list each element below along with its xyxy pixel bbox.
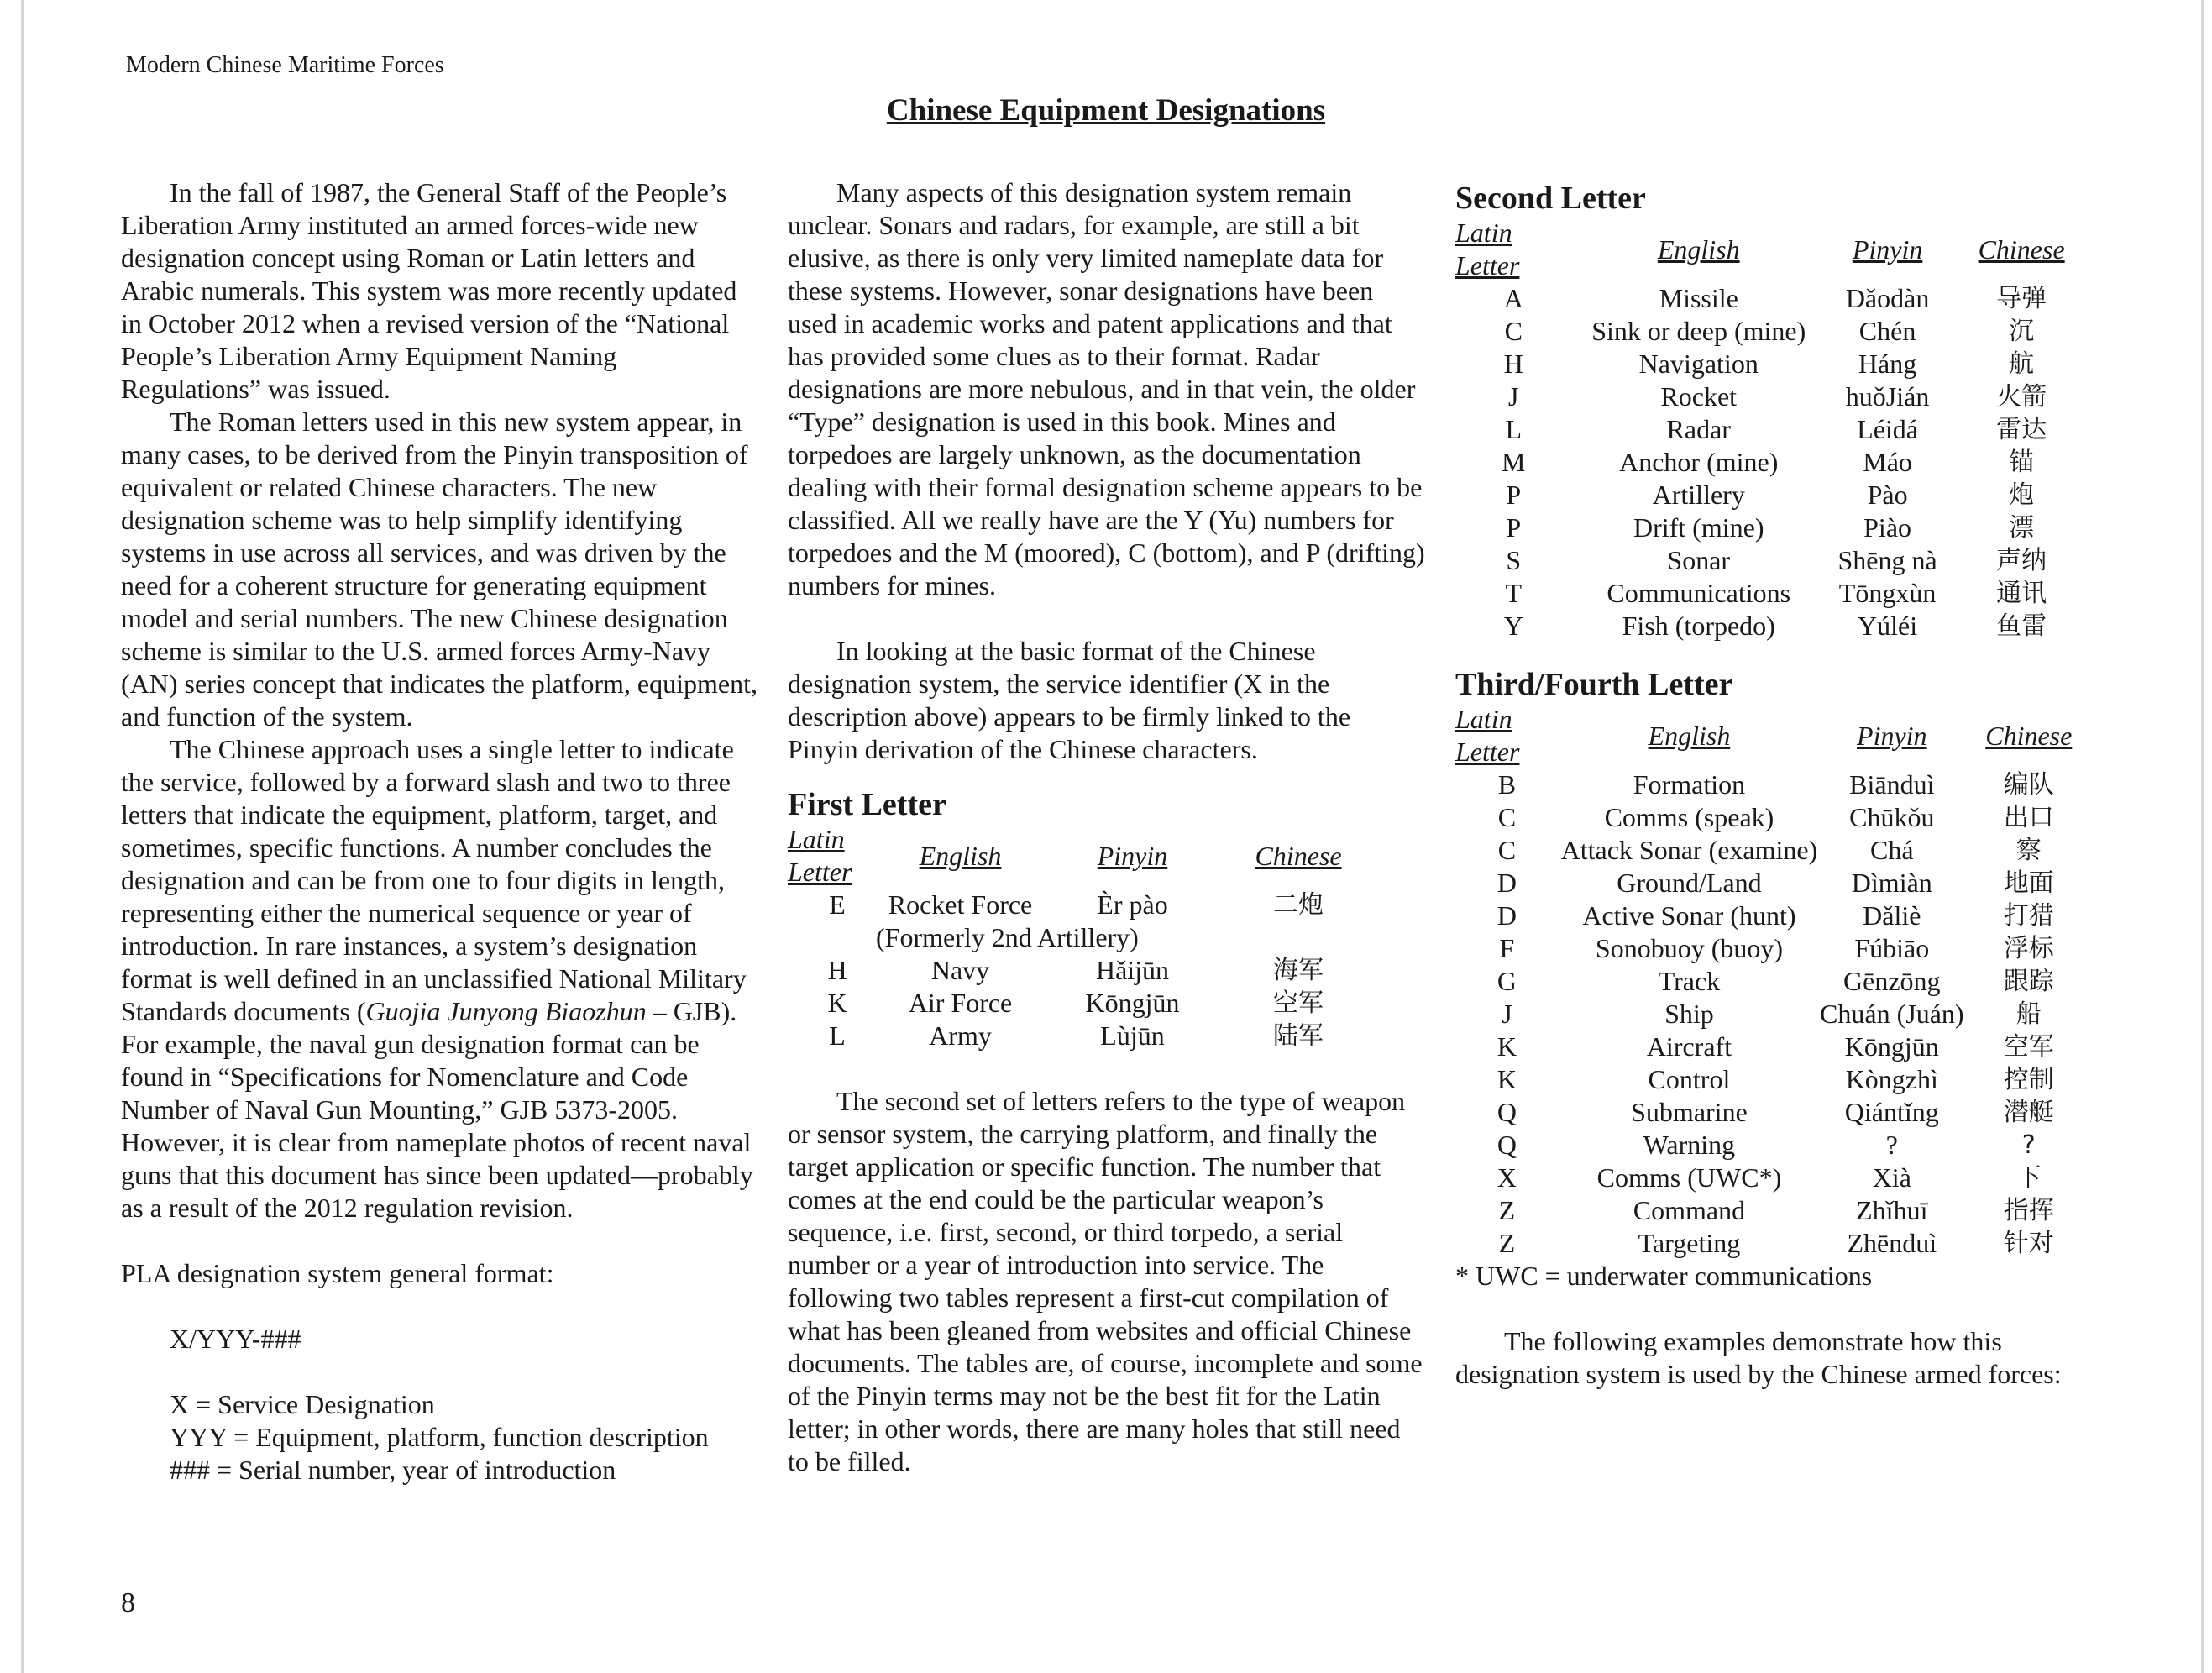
english-cell: Fish (torpedo) [1622, 611, 1775, 641]
pinyin-cell: Shēng nà [1837, 545, 1937, 575]
latin-letter-cell: H [1503, 349, 1523, 379]
pinyin-cell: Chén [1858, 316, 1916, 346]
column-header: Chinese [1978, 233, 2065, 265]
pinyin-cell: Máo [1863, 447, 1912, 477]
english-cell: Formation [1633, 769, 1746, 800]
table-row [1455, 380, 2094, 413]
table-row [1455, 315, 2094, 348]
pinyin-cell: Yúléi [1858, 611, 1918, 641]
pinyin-cell: Kōngjūn [1844, 1031, 1939, 1062]
table-row [1455, 413, 2094, 446]
table-row [1455, 544, 2094, 577]
english-cell: Sink or deep (mine) [1591, 316, 1806, 346]
latin-letter-cell: J [1502, 999, 1512, 1029]
column-header: English [1648, 720, 1731, 751]
table-row [1455, 1031, 2094, 1063]
latin-letter-cell: Q [1497, 1097, 1517, 1127]
chinese-cell: 空军 [1273, 989, 1324, 1018]
column-header: Pinyin [1097, 840, 1168, 871]
english-cell: Control [1648, 1064, 1731, 1094]
latin-letter-cell: C [1497, 835, 1517, 865]
table-row [1455, 610, 2094, 642]
paragraph: Many aspects of this designation system remain unclear. Sonars and radars, for example, are still a bit elusive, as there is only very limited nameplate data for these systems. However, sonar designations have been used in academic works and patent applications and that has provided some clues as to their format. Radar designations are more nebulous, and in that vein, the older “Type” designation is used in this book. Mines and torpedoes are largely unknown, as the documentation dealing with their formal designation scheme appears to be classified. All we really have are the Y (Yu) numbers for torpedoes and the M (moored), C (bottom), and P (drifting) numbers for mines. [788, 177, 1425, 600]
latin-letter-cell: A [1503, 283, 1523, 313]
latin-letter-cell: F [1499, 933, 1515, 963]
pinyin-cell: Kōngjūn [1085, 988, 1180, 1018]
column-header: Latin Letter [1455, 704, 1520, 767]
table-row [1455, 867, 2094, 899]
second-letter-table [1455, 217, 2094, 642]
latin-letter-cell: P [1506, 480, 1522, 510]
pinyin-cell: ? [1885, 1130, 1898, 1160]
english-cell: Aircraft [1646, 1031, 1732, 1062]
latin-letter-cell: H [827, 955, 847, 985]
paragraph: In looking at the basic format of the Chinese designation system, the service identifier (X in the description above) appears to be firmly linked to the Pinyin derivation of the Chinese characters. [788, 636, 1351, 764]
latin-letter-cell: L [1505, 414, 1523, 444]
english-cell: Command [1633, 1195, 1746, 1225]
chinese-cell: 导弹 [1996, 284, 2047, 313]
english-cell: Attack Sonar (examine) [1560, 835, 1818, 865]
table-row [788, 954, 1365, 987]
latin-letter-cell: K [1497, 1031, 1517, 1062]
page-number: 8 [121, 1587, 135, 1618]
legend-line: ### = Serial number, year of introduction [170, 1455, 616, 1485]
table-row [1455, 1129, 2094, 1162]
column-3 [1455, 176, 2094, 1391]
column-header: Latin Letter [1455, 218, 1520, 281]
pinyin-cell: Biānduì [1849, 769, 1935, 800]
latin-letter-cell: J [1508, 381, 1519, 412]
column-header: English [1657, 233, 1740, 265]
table-row [1455, 801, 2094, 834]
chinese-cell: 空军 [2003, 1032, 2054, 1062]
pinyin-cell: Hǎijūn [1095, 955, 1170, 985]
pinyin-cell: Pào [1867, 480, 1908, 510]
chinese-cell: 二炮 [1273, 890, 1324, 920]
column-2 [788, 176, 1426, 1478]
table-row [1455, 998, 2094, 1031]
chinese-cell: 针对 [2003, 1229, 2054, 1258]
english-cell: Navy [930, 955, 990, 985]
latin-letter-cell: E [829, 889, 846, 920]
table-row [1455, 1194, 2094, 1227]
pinyin-cell: Zhēnduì [1847, 1228, 1937, 1258]
running-head: Modern Chinese Maritime Forces [126, 52, 444, 78]
english-cell: Army [929, 1020, 992, 1051]
table-header-row [1455, 217, 2094, 282]
chinese-cell: 沉 [2009, 317, 2035, 346]
chinese-cell: 声纳 [1996, 546, 2047, 575]
english-cell: Comms (UWC*) [1596, 1162, 1782, 1193]
chinese-cell: 锚 [2009, 448, 2035, 477]
english-cell: Track [1658, 966, 1721, 996]
format-block [121, 1323, 759, 1487]
english-cell: Air Force [908, 988, 1013, 1018]
section-heading: First Letter [788, 787, 946, 822]
pinyin-cell: Kòngzhì [1845, 1064, 1938, 1094]
column-header: Chinese [1255, 840, 1342, 871]
english-cell: Missile [1659, 283, 1738, 313]
english-cell: Ground/Land [1617, 868, 1762, 898]
table-row [1455, 577, 2094, 610]
latin-letter-cell: G [1497, 966, 1517, 996]
chinese-cell: 出口 [2003, 803, 2054, 832]
english-cell: Warning [1643, 1130, 1736, 1160]
paragraph-text: The Chinese approach uses a single letter to indicate the service, followed by a forward slash and two to three letters that indicate the equipment, platform, target, and sometimes, specific functions. A number concludes the designation and can be from one to four digits in length, representing either the numerical sequence or year of introduction. In rare instances, a system’s designation format is well defined in an unclassified National Military Standards documents ( [121, 734, 747, 1026]
table-row [788, 889, 1365, 921]
english-cell: Comms (speak) [1604, 802, 1774, 832]
column-header: Latin Letter [788, 824, 852, 887]
paragraph: The second set of letters refers to the type of weapon or sensor system, the carrying platform, and finally the target application or specific function. The number that comes at the end could be the particular weapon’s sequence, i.e. first, second, or third torpedo, a serial number or a year of introduction into service. The following two tables represent a first-cut compilation of what has been gleaned from websites and official Chinese documents. The tables are, of course, incomplete and some of the Pinyin terms may not be the best fit for the Latin letter; in other words, there are many holes that still need to be filled. [788, 1086, 1423, 1476]
paragraph-text: – GJB). For example, the naval gun designation format can be found in “Specifications for Nomenclature and Code Number of Naval Gun Mounting,” GJB 5373-2005. However, it is clear from nameplate photos of recent naval guns that this document has since been updated—probably as a result of the 2012 regulation revision. [121, 996, 753, 1223]
legend-line: YYY = Equipment, platform, function description [170, 1422, 709, 1452]
latin-letter-cell: S [1506, 545, 1522, 575]
latin-letter-cell: Z [1498, 1195, 1516, 1225]
english-cell: Navigation [1638, 349, 1759, 379]
pinyin-cell: Chūkǒu [1849, 802, 1935, 832]
column-header: Pinyin [1857, 720, 1927, 751]
paragraph: The following examples demonstrate how this designation system is used by the Chinese armed forces: [1455, 1326, 2062, 1389]
table-row [1455, 1227, 2094, 1260]
english-cell: Submarine [1631, 1097, 1748, 1127]
page-title: Chinese Equipment Designations [886, 93, 1326, 128]
row-note: (Formerly 2nd Artillery) [876, 922, 1139, 952]
table-row [788, 921, 1365, 954]
chinese-cell: 海军 [1273, 956, 1324, 985]
latin-letter-cell: Y [1503, 611, 1523, 641]
english-cell: Rocket [1660, 381, 1738, 412]
pinyin-cell: Zhǐhuī [1856, 1195, 1928, 1225]
legend-line: X = Service Designation [170, 1389, 435, 1419]
column-header: English [919, 840, 1002, 871]
table-row [1455, 834, 2094, 867]
chinese-cell: 浮标 [2003, 934, 2054, 963]
paragraph [121, 733, 759, 1225]
english-cell: Communications [1607, 578, 1791, 608]
table-row [1455, 1162, 2094, 1194]
english-cell: Drift (mine) [1633, 512, 1764, 543]
table-row [1455, 768, 2094, 801]
latin-letter-cell: Z [1498, 1228, 1516, 1258]
latin-letter-cell: M [1502, 447, 1526, 477]
table-header-row [788, 823, 1365, 889]
latin-letter-cell: L [829, 1020, 846, 1051]
chinese-cell: 潜艇 [2003, 1098, 2054, 1127]
third-fourth-letter-table [1455, 703, 2094, 1260]
table-row [788, 987, 1365, 1020]
latin-letter-cell: C [1497, 802, 1517, 832]
pinyin-cell: Èr pào [1097, 889, 1168, 920]
section-heading: Third/Fourth Letter [1455, 667, 1733, 702]
table-row [1455, 282, 2094, 315]
latin-letter-cell: P [1506, 512, 1522, 543]
chinese-cell: 地面 [2003, 868, 2054, 898]
chinese-cell: 打猎 [2003, 901, 2054, 931]
pinyin-cell: Dìmiàn [1851, 868, 1932, 898]
english-cell: Sonobuoy (buoy) [1595, 933, 1783, 963]
chinese-cell: 编队 [2003, 770, 2054, 800]
page-left-edge [21, 0, 24, 1673]
chinese-cell: 察 [2015, 836, 2042, 865]
pinyin-cell: Tōngxùn [1838, 578, 1937, 608]
english-cell: Radar [1666, 414, 1731, 444]
pinyin-cell: Chuán (Juán) [1820, 999, 1964, 1029]
format-string: X/YYY-### [170, 1324, 301, 1354]
latin-letter-cell: D [1497, 868, 1517, 898]
table-row [1455, 511, 2094, 544]
chinese-cell: 控制 [2003, 1065, 2054, 1094]
table-row [1455, 1063, 2094, 1096]
pinyin-cell: Háng [1858, 349, 1917, 379]
chinese-cell: 鱼雷 [1996, 611, 2047, 641]
latin-letter-cell: X [1497, 1162, 1517, 1193]
latin-letter-cell: Q [1497, 1130, 1517, 1160]
table-row [1455, 1096, 2094, 1129]
latin-letter-cell: C [1504, 316, 1523, 346]
table-header-row [1455, 703, 2094, 768]
column-header: Pinyin [1852, 233, 1923, 265]
chinese-cell: 跟踪 [2003, 967, 2054, 996]
table-row [1455, 899, 2094, 932]
latin-letter-cell: B [1497, 769, 1517, 800]
pinyin-cell: Chá [1870, 835, 1914, 865]
pinyin-cell: Lùjūn [1100, 1020, 1165, 1051]
column-1 [121, 176, 759, 1487]
pinyin-cell: Léidá [1857, 414, 1918, 444]
latin-letter-cell: D [1497, 900, 1517, 931]
footnote: * UWC = underwater communications [1455, 1261, 1873, 1291]
paragraph: In the fall of 1987, the General Staff of the People’s Liberation Army instituted an armed forces-wide new designation concept using Roman or Latin letters and Arabic numerals. This system was more recently updated in October 2012 when a revised version of the “National People’s Liberation Army Equipment Naming Regulations” was issued. [121, 177, 737, 404]
english-cell: Active Sonar (hunt) [1582, 900, 1796, 931]
chinese-cell: 指挥 [2003, 1196, 2054, 1225]
latin-letter-cell: T [1505, 578, 1523, 608]
pinyin-cell: Dǎodàn [1845, 283, 1930, 313]
english-cell: Anchor (mine) [1619, 447, 1779, 477]
chinese-cell: 航 [2009, 349, 2035, 379]
table-row [1455, 965, 2094, 998]
section-heading: Second Letter [1455, 181, 1646, 216]
pinyin-cell: Gēnzōng [1843, 966, 1941, 996]
latin-letter-cell: K [1497, 1064, 1517, 1094]
page-right-edge [2201, 0, 2204, 1673]
pinyin-cell: Piào [1863, 512, 1912, 543]
table-row [1455, 932, 2094, 965]
chinese-cell: ? [2021, 1130, 2036, 1160]
pinyin-cell: huǒJián [1845, 381, 1930, 412]
pinyin-cell: Qiántǐng [1844, 1097, 1939, 1127]
chinese-cell: 雷达 [1996, 415, 2047, 444]
chinese-cell: 漂 [2009, 513, 2035, 543]
first-letter-table [788, 823, 1365, 1052]
pinyin-cell: Dǎliè [1863, 900, 1921, 931]
chinese-cell: 船 [2015, 999, 2042, 1029]
english-cell: Ship [1664, 999, 1714, 1029]
paragraph: The Roman letters used in this new system appear, in many cases, to be derived from the Pinyin transposition of equivalent or related Chinese characters. The new designation scheme was to help simplify identifying systems in use across all services, and was driven by the need for a coherent structure for generating equipment model and serial numbers. The new Chinese designation scheme is similar to the U.S. armed forces Army-Navy (AN) series concept that indicates the platform, equipment, and function of the system. [121, 406, 757, 732]
column-header: Chinese [1985, 720, 2073, 751]
format-intro: PLA designation system general format: [121, 1258, 554, 1288]
english-cell: Sonar [1667, 545, 1731, 575]
english-cell: Artillery [1652, 480, 1745, 510]
table-row [1455, 479, 2094, 511]
table-row [1455, 348, 2094, 380]
english-cell: Targeting [1638, 1228, 1741, 1258]
latin-letter-cell: K [827, 988, 847, 1018]
italic-term: Guojia Junyong Biaozhun [365, 996, 647, 1026]
pinyin-cell: Xià [1872, 1162, 1911, 1193]
english-cell: Rocket Force [888, 889, 1033, 920]
chinese-cell: 通讯 [1996, 579, 2047, 608]
table-row [788, 1020, 1365, 1052]
chinese-cell: 陆军 [1273, 1021, 1324, 1051]
chinese-cell: 炮 [2009, 480, 2035, 510]
pinyin-cell: Fúbiāo [1854, 933, 1930, 963]
chinese-cell: 火箭 [1996, 382, 2047, 412]
table-row [1455, 446, 2094, 479]
chinese-cell: 下 [2015, 1163, 2042, 1193]
